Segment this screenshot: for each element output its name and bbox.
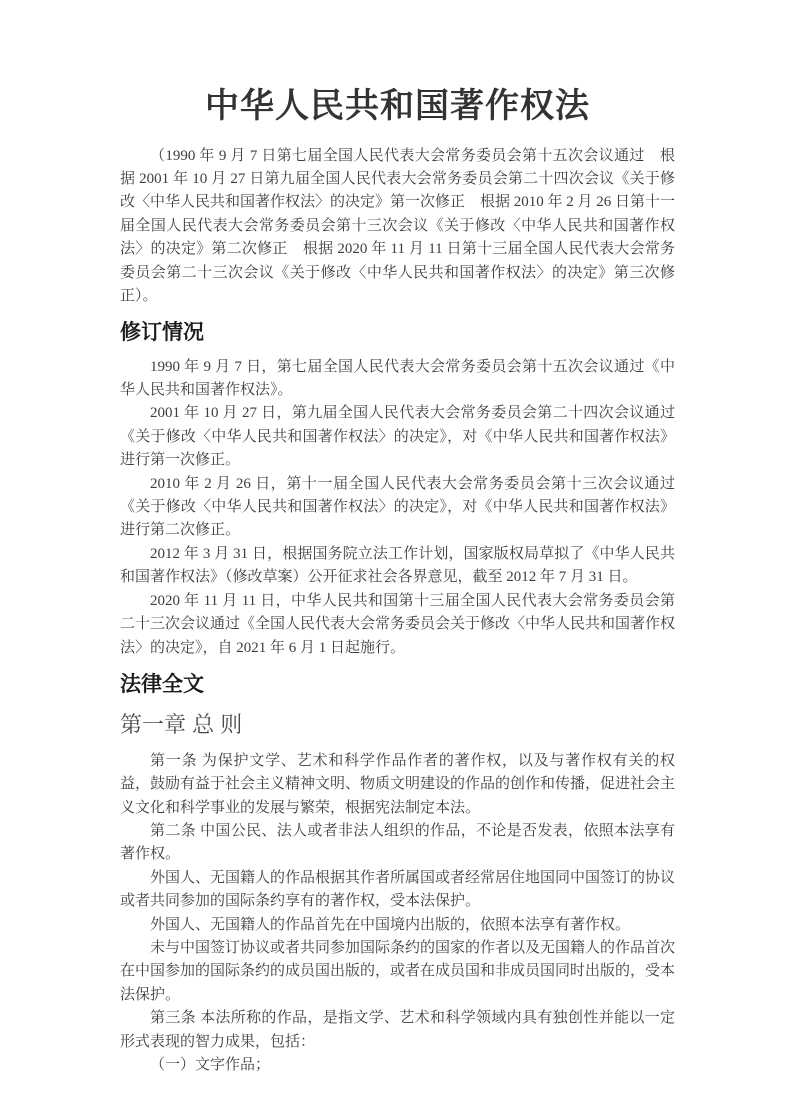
section-heading-full-text: 法律全文	[120, 672, 204, 696]
enactment-note: （1990 年 9 月 7 日第七届全国人民代表大会常务委员会第十五次会议通过 根据 2001 年 10 月 27 日第九届全国人民代表大会常务委员会第二十四次会议《关于修改〈中华人民共和国著作权法〉的决定》第一次修正 根据 2010 年 2 月 26 日第十一届全国人民代表大会常务委员会第十三次会议《关于修改〈中华人民共和国著作权法〉的决定》第二次修正 根据 2020 年 11 月 11 日第十三届全国人民代表大会常务委员会第二十三次会议《关于修改〈中华人民共和国著作权法〉的决定》第三次修正）。	[120, 147, 676, 304]
revision-paragraph-2010: 2010 年 2 月 26 日，第十一届全国人民代表大会常务委员会第十三次会议通过《关于修改〈中华人民共和国著作权法〉的决定》，对《中华人民共和国著作权法》进行第二次修正。	[120, 475, 675, 539]
revision-paragraph-2020: 2020 年 11 月 11 日，中华人民共和国第十三届全国人民代表大会常务委员会第二十三次会议通过《全国人民代表大会常务委员会关于修改〈中华人民共和国著作权法〉的决定》，自 2021 年 6 月 1 日起施行。	[120, 592, 676, 656]
revision-paragraph-2012: 2012 年 3 月 31 日，根据国务院立法工作计划，国家版权局草拟了《中华人民共和国著作权法》（修改草案）公开征求社会各界意见，截至 2012 年 7 月 31 日。	[120, 545, 675, 586]
chapter-1-heading: 第一章 总 则	[120, 712, 243, 738]
article-1-paragraph: 第一条 为保护文学、艺术和科学作品作者的著作权，以及与著作权有关的权益，鼓励有益于社会主义精神文明、物质文明建设的作品的创作和传播，促进社会主义文化和科学事业的发展与繁荣，根据宪法制定本法。	[120, 752, 676, 816]
article-2-foreigners-treaty-paragraph: 外国人、无国籍人的作品根据其作者所属国或者经常居住地国同中国签订的协议或者共同参加的国际条约享有的著作权，受本法保护。	[120, 869, 676, 910]
revision-paragraph-2001: 2001 年 10 月 27 日，第九届全国人民代表大会常务委员会第二十四次会议通过《关于修改〈中华人民共和国著作权法〉的决定》，对《中华人民共和国著作权法》进行第一次修正。	[120, 405, 675, 469]
revision-paragraph-1990: 1990 年 9 月 7 日，第七届全国人民代表大会常务委员会第十五次会议通过《中华人民共和国著作权法》。	[120, 358, 675, 399]
article-2-non-treaty-paragraph: 未与中国签订协议或者共同参加国际条约的国家的作者以及无国籍人的作品首次在中国参加的国际条约的成员国出版的，或者在成员国和非成员国同时出版的，受本法保护。	[120, 940, 676, 1003]
article-2-first-publication-paragraph: 外国人、无国籍人的作品首先在中国境内出版的，依照本法享有著作权。	[150, 916, 631, 933]
document-title: 中华人民共和国著作权法	[205, 88, 590, 125]
work-type-item-written-works: （一）文字作品；	[150, 1057, 271, 1074]
article-2-paragraph: 第二条 中国公民、法人或者非法人组织的作品，不论是否发表，依照本法享有著作权。	[120, 823, 675, 863]
article-3-paragraph: 第三条 本法所称的作品，是指文学、艺术和科学领域内具有独创性并能以一定形式表现的智力成果，包括：	[120, 1010, 675, 1050]
section-heading-revision-history: 修订情况	[120, 321, 204, 345]
